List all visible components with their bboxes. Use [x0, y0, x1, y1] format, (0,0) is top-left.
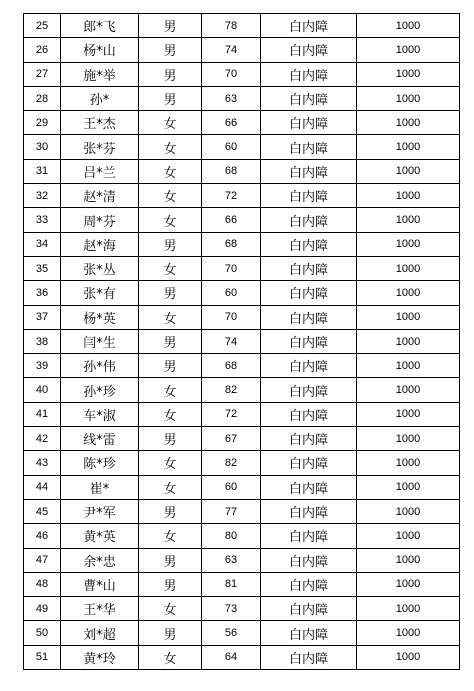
- amount-cell: 1000: [357, 232, 460, 256]
- age-cell: 80: [202, 524, 261, 548]
- age-cell: 60: [202, 281, 261, 305]
- diagnosis-cell: 白内障: [261, 402, 357, 426]
- name-cell: 赵*海: [61, 232, 139, 256]
- table-row: [24, 184, 460, 208]
- row-number-cell: 31: [24, 159, 61, 183]
- age-cell: 67: [202, 427, 261, 451]
- diagnosis-cell: 白内障: [261, 256, 357, 280]
- row-number-cell: 51: [24, 645, 61, 669]
- table-row: [24, 354, 460, 378]
- name-cell: 曹*山: [61, 572, 139, 596]
- name-cell: 闫*生: [61, 329, 139, 353]
- age-cell: 68: [202, 354, 261, 378]
- diagnosis-cell: 白内障: [261, 14, 357, 38]
- table-row: [24, 62, 460, 86]
- table-row: [24, 548, 460, 572]
- age-cell: 70: [202, 256, 261, 280]
- sex-cell: 男: [139, 499, 202, 523]
- age-cell: 68: [202, 232, 261, 256]
- name-cell: 陈*珍: [61, 451, 139, 475]
- patient-table-body: [24, 14, 460, 670]
- row-number-cell: 35: [24, 256, 61, 280]
- row-number-cell: 46: [24, 524, 61, 548]
- amount-cell: 1000: [357, 475, 460, 499]
- amount-cell: 1000: [357, 378, 460, 402]
- sex-cell: 女: [139, 451, 202, 475]
- row-number-cell: 40: [24, 378, 61, 402]
- sex-cell: 女: [139, 208, 202, 232]
- amount-cell: 1000: [357, 86, 460, 110]
- table-row: [24, 281, 460, 305]
- table-row: [24, 111, 460, 135]
- name-cell: 赵*清: [61, 184, 139, 208]
- diagnosis-cell: 白内障: [261, 475, 357, 499]
- row-number-cell: 38: [24, 329, 61, 353]
- amount-cell: 1000: [357, 159, 460, 183]
- table-row: [24, 621, 460, 645]
- diagnosis-cell: 白内障: [261, 159, 357, 183]
- row-number-cell: 32: [24, 184, 61, 208]
- diagnosis-cell: 白内障: [261, 378, 357, 402]
- age-cell: 82: [202, 378, 261, 402]
- table-row: [24, 597, 460, 621]
- diagnosis-cell: 白内障: [261, 329, 357, 353]
- diagnosis-cell: 白内障: [261, 621, 357, 645]
- amount-cell: 1000: [357, 572, 460, 596]
- name-cell: 杨*山: [61, 38, 139, 62]
- diagnosis-cell: 白内障: [261, 597, 357, 621]
- table-row: [24, 572, 460, 596]
- age-cell: 81: [202, 572, 261, 596]
- sex-cell: 男: [139, 232, 202, 256]
- age-cell: 56: [202, 621, 261, 645]
- table-row: [24, 256, 460, 280]
- diagnosis-cell: 白内障: [261, 645, 357, 669]
- diagnosis-cell: 白内障: [261, 548, 357, 572]
- row-number-cell: 39: [24, 354, 61, 378]
- amount-cell: 1000: [357, 111, 460, 135]
- row-number-cell: 25: [24, 14, 61, 38]
- age-cell: 73: [202, 597, 261, 621]
- row-number-cell: 50: [24, 621, 61, 645]
- name-cell: 张*有: [61, 281, 139, 305]
- row-number-cell: 29: [24, 111, 61, 135]
- table-row: [24, 86, 460, 110]
- age-cell: 74: [202, 38, 261, 62]
- amount-cell: 1000: [357, 208, 460, 232]
- row-number-cell: 36: [24, 281, 61, 305]
- row-number-cell: 41: [24, 402, 61, 426]
- name-cell: 王*华: [61, 597, 139, 621]
- age-cell: 60: [202, 475, 261, 499]
- row-number-cell: 47: [24, 548, 61, 572]
- row-number-cell: 48: [24, 572, 61, 596]
- name-cell: 王*杰: [61, 111, 139, 135]
- row-number-cell: 44: [24, 475, 61, 499]
- age-cell: 70: [202, 305, 261, 329]
- age-cell: 77: [202, 499, 261, 523]
- diagnosis-cell: 白内障: [261, 572, 357, 596]
- table-row: [24, 524, 460, 548]
- diagnosis-cell: 白内障: [261, 111, 357, 135]
- amount-cell: 1000: [357, 256, 460, 280]
- name-cell: 余*忠: [61, 548, 139, 572]
- sex-cell: 女: [139, 645, 202, 669]
- table-row: [24, 305, 460, 329]
- diagnosis-cell: 白内障: [261, 184, 357, 208]
- diagnosis-cell: 白内障: [261, 427, 357, 451]
- diagnosis-cell: 白内障: [261, 524, 357, 548]
- sex-cell: 女: [139, 159, 202, 183]
- age-cell: 72: [202, 402, 261, 426]
- age-cell: 66: [202, 111, 261, 135]
- sex-cell: 男: [139, 14, 202, 38]
- amount-cell: 1000: [357, 184, 460, 208]
- diagnosis-cell: 白内障: [261, 135, 357, 159]
- table-row: [24, 14, 460, 38]
- table-row: [24, 402, 460, 426]
- table-row: [24, 475, 460, 499]
- row-number-cell: 28: [24, 86, 61, 110]
- age-cell: 64: [202, 645, 261, 669]
- sex-cell: 男: [139, 38, 202, 62]
- amount-cell: 1000: [357, 499, 460, 523]
- sex-cell: 男: [139, 329, 202, 353]
- name-cell: 黄*英: [61, 524, 139, 548]
- age-cell: 63: [202, 86, 261, 110]
- table-row: [24, 329, 460, 353]
- sex-cell: 男: [139, 62, 202, 86]
- name-cell: 刘*超: [61, 621, 139, 645]
- name-cell: 崔*: [61, 475, 139, 499]
- diagnosis-cell: 白内障: [261, 232, 357, 256]
- row-number-cell: 27: [24, 62, 61, 86]
- diagnosis-cell: 白内障: [261, 62, 357, 86]
- row-number-cell: 43: [24, 451, 61, 475]
- name-cell: 杨*英: [61, 305, 139, 329]
- amount-cell: 1000: [357, 354, 460, 378]
- age-cell: 66: [202, 208, 261, 232]
- row-number-cell: 34: [24, 232, 61, 256]
- age-cell: 70: [202, 62, 261, 86]
- sex-cell: 男: [139, 427, 202, 451]
- sex-cell: 女: [139, 256, 202, 280]
- age-cell: 72: [202, 184, 261, 208]
- name-cell: 郎*飞: [61, 14, 139, 38]
- name-cell: 孙*珍: [61, 378, 139, 402]
- row-number-cell: 26: [24, 38, 61, 62]
- diagnosis-cell: 白内障: [261, 38, 357, 62]
- patient-table: [23, 13, 460, 670]
- amount-cell: 1000: [357, 427, 460, 451]
- sex-cell: 男: [139, 621, 202, 645]
- sex-cell: 男: [139, 86, 202, 110]
- name-cell: 张*丛: [61, 256, 139, 280]
- amount-cell: 1000: [357, 305, 460, 329]
- age-cell: 78: [202, 14, 261, 38]
- amount-cell: 1000: [357, 597, 460, 621]
- sex-cell: 女: [139, 378, 202, 402]
- name-cell: 孙*: [61, 86, 139, 110]
- amount-cell: 1000: [357, 621, 460, 645]
- row-number-cell: 45: [24, 499, 61, 523]
- diagnosis-cell: 白内障: [261, 281, 357, 305]
- age-cell: 74: [202, 329, 261, 353]
- row-number-cell: 42: [24, 427, 61, 451]
- name-cell: 线*雷: [61, 427, 139, 451]
- table-row: [24, 378, 460, 402]
- table-row: [24, 645, 460, 669]
- amount-cell: 1000: [357, 38, 460, 62]
- age-cell: 60: [202, 135, 261, 159]
- row-number-cell: 37: [24, 305, 61, 329]
- table-row: [24, 451, 460, 475]
- table-row: [24, 208, 460, 232]
- sex-cell: 男: [139, 572, 202, 596]
- sex-cell: 女: [139, 305, 202, 329]
- amount-cell: 1000: [357, 135, 460, 159]
- diagnosis-cell: 白内障: [261, 305, 357, 329]
- sex-cell: 女: [139, 597, 202, 621]
- amount-cell: 1000: [357, 281, 460, 305]
- sex-cell: 女: [139, 402, 202, 426]
- sex-cell: 女: [139, 111, 202, 135]
- table-row: [24, 499, 460, 523]
- table-row: [24, 135, 460, 159]
- diagnosis-cell: 白内障: [261, 451, 357, 475]
- sex-cell: 女: [139, 135, 202, 159]
- table-row: [24, 159, 460, 183]
- sex-cell: 男: [139, 548, 202, 572]
- amount-cell: 1000: [357, 524, 460, 548]
- diagnosis-cell: 白内障: [261, 354, 357, 378]
- amount-cell: 1000: [357, 329, 460, 353]
- name-cell: 车*淑: [61, 402, 139, 426]
- age-cell: 82: [202, 451, 261, 475]
- diagnosis-cell: 白内障: [261, 86, 357, 110]
- age-cell: 68: [202, 159, 261, 183]
- name-cell: 施*举: [61, 62, 139, 86]
- sex-cell: 女: [139, 475, 202, 499]
- amount-cell: 1000: [357, 62, 460, 86]
- name-cell: 吕*兰: [61, 159, 139, 183]
- diagnosis-cell: 白内障: [261, 208, 357, 232]
- sex-cell: 男: [139, 281, 202, 305]
- sex-cell: 女: [139, 524, 202, 548]
- table-row: [24, 38, 460, 62]
- amount-cell: 1000: [357, 451, 460, 475]
- table-row: [24, 232, 460, 256]
- name-cell: 张*芬: [61, 135, 139, 159]
- amount-cell: 1000: [357, 402, 460, 426]
- name-cell: 黄*玲: [61, 645, 139, 669]
- amount-cell: 1000: [357, 548, 460, 572]
- row-number-cell: 49: [24, 597, 61, 621]
- sex-cell: 女: [139, 184, 202, 208]
- name-cell: 周*芬: [61, 208, 139, 232]
- table-row: [24, 427, 460, 451]
- row-number-cell: 33: [24, 208, 61, 232]
- name-cell: 孙*伟: [61, 354, 139, 378]
- diagnosis-cell: 白内障: [261, 499, 357, 523]
- name-cell: 尹*军: [61, 499, 139, 523]
- age-cell: 63: [202, 548, 261, 572]
- row-number-cell: 30: [24, 135, 61, 159]
- amount-cell: 1000: [357, 645, 460, 669]
- amount-cell: 1000: [357, 14, 460, 38]
- sex-cell: 男: [139, 354, 202, 378]
